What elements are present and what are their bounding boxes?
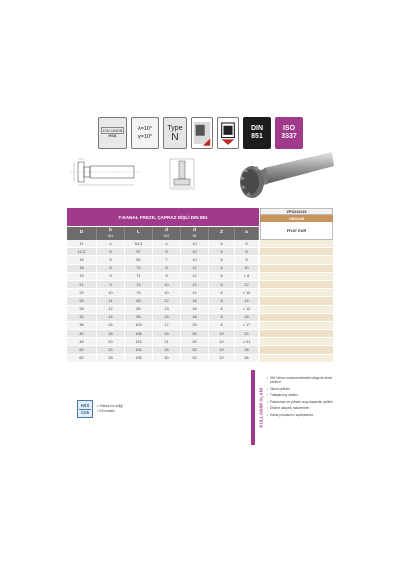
price-cell [260, 248, 333, 256]
legend-text [97, 404, 123, 415]
table-cell: 16 [181, 314, 209, 321]
table-cell: 57 [125, 248, 153, 255]
table-cell: 8 [153, 273, 181, 280]
header-main: L [137, 230, 140, 236]
table-cell: 22 [235, 330, 259, 337]
type-label: Type [167, 125, 183, 132]
tool-side-drawing [70, 156, 142, 188]
table-cell: 11 [67, 240, 97, 247]
header-cell [67, 227, 97, 240]
right-hand-cut-icon [217, 117, 239, 149]
table-cell: 5 [235, 240, 259, 247]
table-cell: 36 [235, 355, 259, 362]
table-cell: 10 [181, 240, 209, 247]
price-cell [260, 338, 333, 346]
table-cell: 13 [153, 306, 181, 313]
table-cell: 12 [153, 297, 181, 304]
usage-list [267, 376, 333, 419]
table-cell: 6 [209, 240, 235, 247]
din-label: DIN [250, 125, 264, 132]
table-cell: 10 [209, 355, 235, 362]
table-cell: 8 [97, 265, 125, 272]
table-cell: 6 [235, 248, 259, 255]
table-cell: 60 [67, 355, 97, 362]
table-cell: 62 [125, 256, 153, 263]
usage-item: • Kama yuvalarının açılmasında [267, 413, 333, 417]
usage-item: • Dökme alaşımlı malzemeler [267, 406, 333, 410]
hss-standard-line-1: DIN 1835B [102, 128, 123, 133]
price-cell [260, 281, 333, 289]
dimension-table [67, 208, 259, 363]
table-body [67, 240, 259, 363]
table-cell: 10 [153, 289, 181, 296]
table-cell: 36 [67, 322, 97, 329]
table-cell: 75 [125, 289, 153, 296]
table-cell: 6 [209, 273, 235, 280]
table-cell: 8 [97, 256, 125, 263]
table-cell: 10 [209, 346, 235, 353]
table-cell: 25 [181, 322, 209, 329]
table-row [67, 314, 259, 322]
material-label: HSSCo5 [260, 215, 333, 222]
table-cell: 5 [153, 248, 181, 255]
table-cell: 16 [181, 297, 209, 304]
table-cell: 14 [235, 297, 259, 304]
product-code: ZPS310215 [260, 208, 333, 215]
table-cell: 4 [97, 240, 125, 247]
price-header: FİYAT EUR [260, 222, 333, 240]
table-cell: 25 [181, 330, 209, 337]
hss-standard-icon [98, 117, 127, 149]
table-row [67, 273, 259, 281]
header-cell [153, 227, 181, 240]
table-cell: 25 [67, 297, 97, 304]
price-column [260, 240, 333, 363]
table-cell: 18 [67, 265, 97, 272]
table-row [67, 346, 259, 354]
table-row [67, 355, 259, 363]
table-cell: 16 [181, 306, 209, 313]
table-cell: 12 [235, 281, 259, 288]
feature-icon-strip [98, 117, 303, 149]
table-cell: 70 [125, 265, 153, 272]
table-cell: 74 [125, 281, 153, 288]
table-cell: 18 [235, 314, 259, 321]
iso-value: 3337 [281, 133, 297, 140]
coolant-icon [191, 117, 213, 149]
table-cell: 8 [209, 314, 235, 321]
legend-line-1: • Yüksek hız çeliği [97, 403, 123, 408]
header-sub: h6 [192, 233, 197, 238]
table-cell: 12 [181, 281, 209, 288]
table-cell: 12 [181, 273, 209, 280]
table-cell: 30 [153, 355, 181, 362]
table-cell: 9 [97, 273, 125, 280]
usage-item: • 900 N/mm² mukavemetindeki alaşımlı demir çelikleri [267, 376, 333, 384]
table-row [67, 322, 259, 330]
table-cell: 10 [97, 289, 125, 296]
table-row [67, 248, 259, 256]
table-cell: 21 [67, 281, 97, 288]
header-main: a [245, 230, 248, 236]
usage-area-label [258, 370, 264, 445]
table-cell: 40 [67, 330, 97, 337]
lambda-angle: λ=10° [137, 126, 153, 132]
table-cell: 10 [209, 330, 235, 337]
table-cell: 15 [153, 314, 181, 321]
header-sub: h12 [163, 233, 170, 238]
table-cell: 103 [125, 322, 153, 329]
table-cell: 90 [125, 314, 153, 321]
table-cell: 22 [67, 289, 97, 296]
header-main: Z [220, 230, 223, 236]
table-cell: 45 [67, 338, 97, 345]
table-cell: 10 [181, 256, 209, 263]
legend-line-2: • %5 kobaltlı [97, 409, 115, 413]
iso-label: ISO [282, 125, 296, 132]
header-cell [181, 227, 209, 240]
table-cell: 10 [235, 265, 259, 272]
table-row [67, 289, 259, 297]
table-cell: 71 [125, 273, 153, 280]
header-sub: d11 [107, 233, 114, 238]
table-cell: 6 [209, 281, 235, 288]
table-cell: 21 [153, 338, 181, 345]
table-cell: 10 [181, 248, 209, 255]
table-cell: 25 [181, 338, 209, 345]
iso-standard-badge [275, 117, 303, 149]
table-cell: > 10 [235, 289, 259, 296]
table-cell: 28 [67, 306, 97, 313]
table-cell: 22 [97, 346, 125, 353]
table-cell: 124 [125, 346, 153, 353]
table-cell: 6 [97, 248, 125, 255]
table-cell: 9 [97, 281, 125, 288]
table-cell: 16 [97, 322, 125, 329]
usage-label-text: KULLANIM ALANI [258, 387, 264, 428]
table-row [67, 297, 259, 305]
cutting-angle-icon [131, 117, 159, 149]
table-cell: 6 [209, 248, 235, 255]
usage-item: • Tufaşlanmış çelikler [267, 393, 333, 397]
table-cell: 6 [209, 256, 235, 263]
gamma-angle: γ=10° [137, 134, 153, 140]
header-cell [209, 227, 235, 240]
table-row [67, 240, 259, 248]
table-cell: 14 [97, 314, 125, 321]
table-cell: 20 [97, 338, 125, 345]
price-cell [260, 240, 333, 248]
header-main: d [165, 227, 168, 233]
table-cell: 32 [181, 346, 209, 353]
price-cell [260, 256, 333, 264]
table-cell: 19 [67, 273, 97, 280]
legend-co: Co5 [81, 409, 89, 415]
din-standard-badge [243, 117, 271, 149]
table-cell: 8 [235, 256, 259, 263]
table-title: T-KANAL FREZE, ÇAPRAZ DİŞLİ DIN 851 [67, 208, 259, 226]
table-row [67, 281, 259, 289]
usage-item: • Takım çelikleri [267, 387, 333, 391]
table-cell: 32 [181, 355, 209, 362]
table-cell: 83 [125, 297, 153, 304]
price-panel [260, 208, 333, 363]
price-cell [260, 322, 333, 330]
usage-item: • Paslanmaz ve yüksek ısıya dayanıklı çelikler [267, 400, 333, 404]
table-cell: 12,5 [67, 248, 97, 255]
table-cell: 113 [125, 338, 153, 345]
table-cell: 6 [209, 265, 235, 272]
table-cell: 8 [153, 265, 181, 272]
table-header-row [67, 226, 259, 240]
tool-3d-image [236, 146, 336, 204]
table-row [67, 306, 259, 314]
table-cell: 12 [181, 265, 209, 272]
hss-co-icon [77, 400, 93, 418]
table-cell: 108 [125, 330, 153, 337]
table-cell: 4 [153, 240, 181, 247]
table-cell: > 12 [235, 306, 259, 313]
header-main: D [79, 230, 84, 236]
header-main: d [193, 227, 196, 233]
table-cell: 17 [153, 322, 181, 329]
table-cell: 85 [125, 306, 153, 313]
legend-hss: HSS [80, 403, 90, 408]
table-cell: 53,5 [125, 240, 153, 247]
price-cell [260, 346, 333, 354]
table-cell: 12 [181, 289, 209, 296]
usage-area [251, 370, 333, 445]
din-value: 851 [251, 133, 263, 140]
table-cell: 18 [97, 330, 125, 337]
table-cell: 16 [67, 256, 97, 263]
type-value: N [171, 132, 179, 143]
price-cell [260, 265, 333, 273]
table-cell: 50 [67, 346, 97, 353]
table-cell: 8 [209, 322, 235, 329]
price-cell [260, 314, 333, 322]
table-cell: 28 [235, 346, 259, 353]
table-cell: 7 [153, 256, 181, 263]
table-cell: 10 [153, 281, 181, 288]
table-row [67, 265, 259, 273]
header-cell [97, 227, 125, 240]
table-cell: 28 [97, 355, 125, 362]
price-cell [260, 297, 333, 305]
price-cell [260, 289, 333, 297]
price-cell [260, 273, 333, 281]
table-cell: 19 [153, 330, 181, 337]
header-cell [235, 227, 259, 240]
price-cell [260, 330, 333, 338]
type-icon [163, 117, 187, 149]
header-cell [125, 227, 153, 240]
table-cell: > 17 [235, 322, 259, 329]
table-cell: 139 [125, 355, 153, 362]
material-legend [77, 400, 123, 418]
table-cell: 11 [97, 297, 125, 304]
hss-standard-line-2: HSS [108, 133, 117, 138]
table-cell: 32 [67, 314, 97, 321]
table-cell: 12 [97, 306, 125, 313]
table-row [67, 338, 259, 346]
price-cell [260, 306, 333, 314]
table-cell: 6 [209, 289, 235, 296]
table-row [67, 256, 259, 264]
table-cell: 8 [209, 306, 235, 313]
table-row [67, 330, 259, 338]
slot-section-drawing [168, 157, 196, 191]
table-cell: 10 [209, 338, 235, 345]
table-cell: 8 [209, 297, 235, 304]
price-cell [260, 355, 333, 363]
header-main: b [109, 227, 112, 233]
usage-accent-bar [251, 370, 255, 445]
table-cell: 25 [153, 346, 181, 353]
table-cell: > 21 [235, 338, 259, 345]
table-cell: > 8 [235, 273, 259, 280]
